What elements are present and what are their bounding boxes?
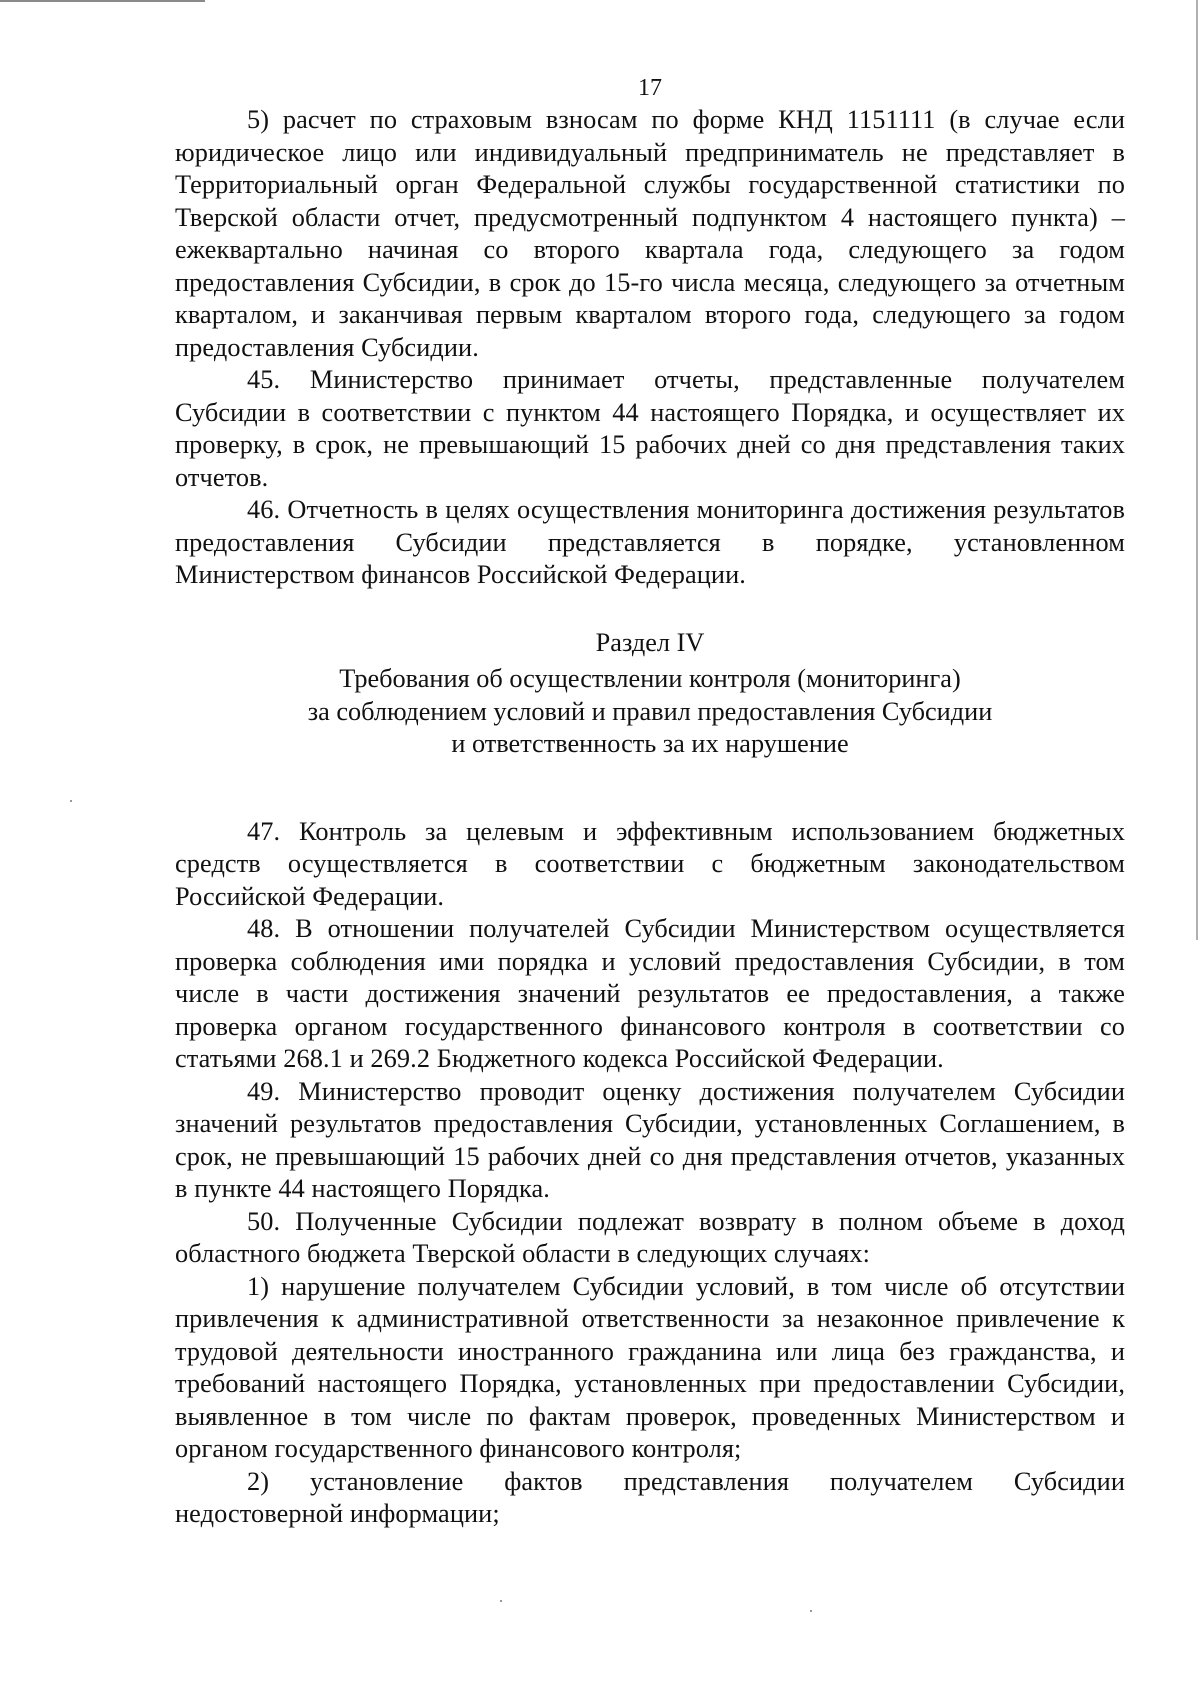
scan-speck (70, 800, 72, 802)
paragraph-47: 47. Контроль за целевым и эффективным использованием бюджетных средств осуществляется в соответствии с бюджетным законодательством Российской Федерации. (175, 816, 1125, 911)
scan-edge-top (0, 0, 205, 2)
paragraph-50-item-1: 1) нарушение получателем Субсидии условий, в том числе об отсутствии привлечения к административной ответственности за незаконное привлечение к трудовой деятельности иностранного гражданина или лица без гражданства, и требований настоящего Порядка, установленных при предоставлении Субсидии, выявленное в том числе по фактам проверок, проведенных Министерством и органом государственного финансового контроля; (175, 1271, 1125, 1463)
section-label: Раздел IV (595, 627, 705, 657)
section-title-line-1: Требования об осуществлении контроля (мониторинга) (339, 664, 961, 693)
section-heading (175, 627, 1125, 761)
paragraph-45: 45. Министерство принимает отчеты, представленные получателем Субсидии в соответствии с пунктом 44 настоящего Порядка, и осуществляет их проверку, в срок, не превышающий 15 рабочих дней со дня представления таких отчетов. (175, 365, 1125, 492)
document-page (175, 72, 1125, 1531)
paragraph-46: 46. Отчетность в целях осуществления мониторинга достижения результатов предоставления Субсидии представляется в порядке, установленном Министерством финансов Российской Федерации. (175, 495, 1125, 589)
paragraphs-bottom (175, 816, 1125, 1531)
paragraph-50-item-2: 2) установление фактов представления получателем Субсидии недостоверной информации; (175, 1466, 1125, 1528)
paragraph-50: 50. Полученные Субсидии подлежат возврату в полном объеме в доход областного бюджета Тверской области в следующих случаях: (175, 1206, 1125, 1268)
paragraph-49: 49. Министерство проводит оценку достижения получателем Субсидии значений результатов предоставления Субсидии, установленных Соглашением, в срок, не превышающий 15 рабочих дней со дня представления отчетов, указанных в пункте 44 настоящего Порядка. (175, 1076, 1125, 1203)
scan-speck (500, 1600, 502, 1602)
paragraph-48: 48. В отношении получателей Субсидии Министерством осуществляется проверка соблюдения ими порядка и условий предоставления Субсидии, в том числе в части достижения значений результатов ее предоставления, а также проверка органом государственного финансового контроля в соответствии со статьями 268.1 и 269.2 Бюджетного кодекса Российской Федерации. (175, 914, 1125, 1073)
section-title-line-2: за соблюдением условий и правил предоставления Субсидии (307, 696, 993, 726)
scan-speck (810, 1610, 812, 1612)
paragraph-item-5: 5) расчет по страховым взносам по форме КНД 1151111 (в случае если юридическое лицо или индивидуальный предприниматель не представляет в Территориальный орган Федеральной службы государственной статистики по Тверской области отчет, предусмотренный подпунктом 4 настоящего пункта) – ежеквартально начиная со второго квартала года, следующего за годом предоставления Субсидии, в срок до 15-го числа месяца, следующего за отчетным кварталом, и заканчивая первым кварталом второго года, следующего за годом предоставления Субсидии. (175, 105, 1125, 362)
page-number: 17 (638, 75, 662, 101)
paragraphs-top (175, 104, 1125, 592)
scan-edge-right (1196, 0, 1198, 940)
section-title-line-3: и ответственность за их нарушение (451, 729, 849, 758)
